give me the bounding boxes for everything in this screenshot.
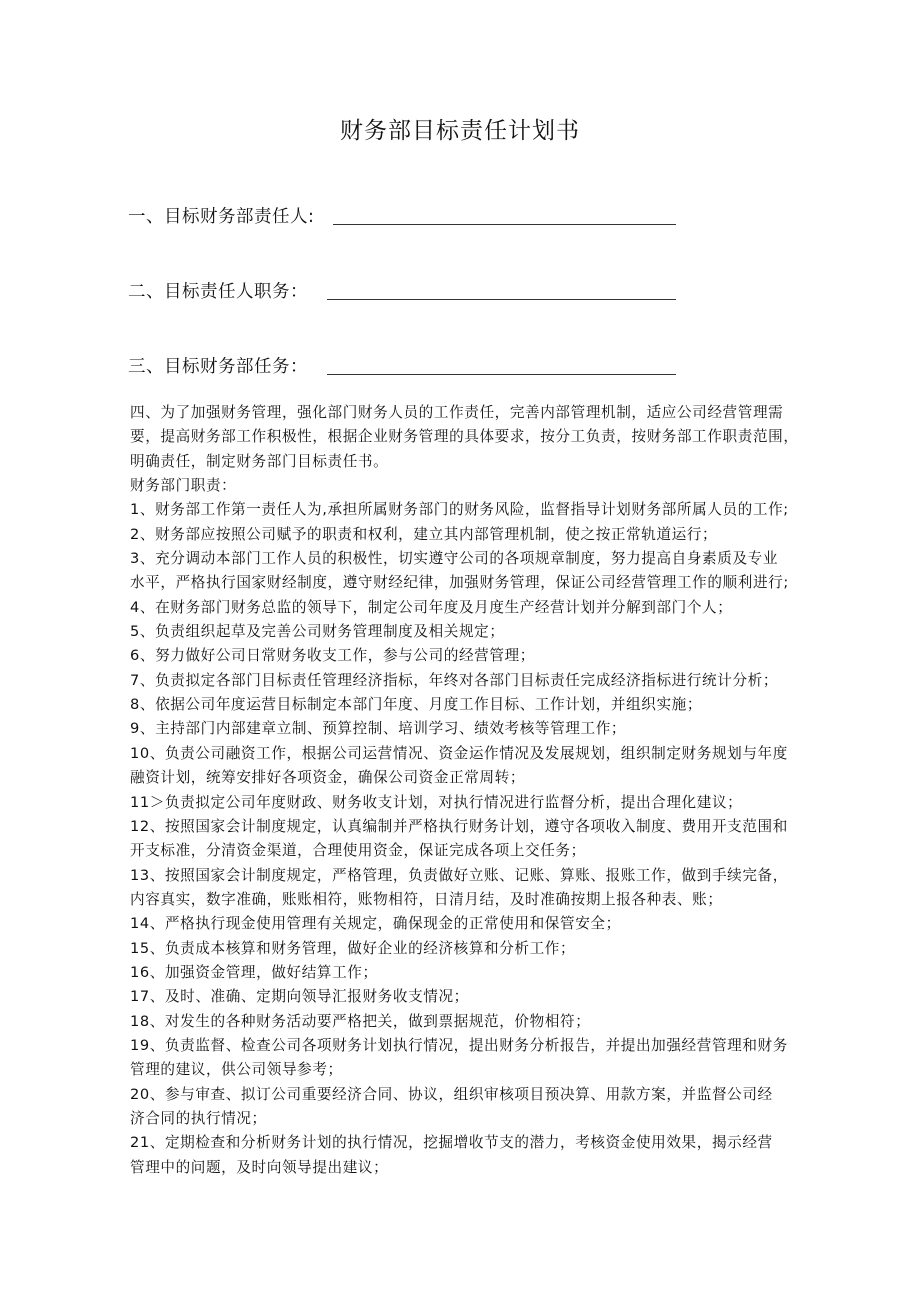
responsible-position-blank-line [327,299,676,300]
duty-item: 6、努力做好公司日常财务收支工作，参与公司的经营管理； [130,647,535,665]
duty-item-continuation: 济合同的执行情况； [130,1109,267,1127]
duty-item-continuation: 管理的建议，供公司领导参考； [130,1061,343,1079]
field-label: 二、目标责任人职务： [128,282,308,302]
duty-item: 5、负责组织起草及完善公司财务管理制度及相关规定； [130,623,505,641]
body-line: 明确责任，制定财务部门目标责任书。 [130,452,389,470]
duty-item-continuation: 开支标准，分清资金渠道，合理使用资金，保证完成各项上交任务； [130,842,586,860]
duty-item: 10、负责公司融资工作，根据公司运营情况、资金运作情况及发展规划，组织制定财务规划与年度 [130,744,788,762]
field-department-task [128,353,308,379]
duty-item: 14、严格执行现金使用管理有关规定，确保现金的正常使用和保管安全； [130,915,621,933]
duty-item: 15、负责成本核算和财务管理，做好企业的经济核算和分析工作； [130,939,576,957]
duty-item: 16、加强资金管理，做好结算工作； [130,963,378,981]
duty-item: 9、主持部门内部建章立制、预算控制、培训学习、绩效考核等管理工作； [130,720,627,738]
duty-item: 20、参与审查、拟订公司重要经济合同、协议，组织审核项目预决算、用款方案，并监督公司经 [130,1085,773,1103]
duty-item: 7、负责拟定各部门目标责任管理经济指标，年终对各部门目标责任完成经济指标进行统计分析； [130,671,779,689]
duty-item: 3、充分调动本部门工作人员的积极性，切实遵守公司的各项规章制度，努力提高自身素质及专业 [130,550,779,568]
duty-item: 13、按照国家会计制度规定，严格管理，负责做好立账、记账、算账、报账工作，做到手续完备， [130,866,788,884]
duty-item-continuation: 融资计划，统筹安排好各项资金，确保公司资金正常周转； [130,769,526,787]
field-label: 一、目标财务部责任人: [128,207,315,227]
field-responsible-person [128,203,314,229]
duty-item: 12、按照国家会计制度规定，认真编制并严格执行财务计划，遵守各项收入制度、费用开支范围和 [130,817,788,835]
duty-item: 4、在财务部门财务总监的领导下，制定公司年度及月度生产经营计划并分解到部门个人； [130,598,733,616]
duty-item: 8、依据公司年度运营目标制定本部门年度、月度工作目标、工作计划，并组织实施； [130,696,703,714]
duty-item: 2、财务部应按照公司赋予的职责和权利，建立其内部管理机制，使之按正常轨道运行； [130,525,718,543]
duty-item: 17、及时、准确、定期向领导汇报财务收支情况； [130,988,469,1006]
section-heading: 财务部门职责： [130,477,237,495]
field-responsible-position [128,278,308,304]
duty-item: 11＞负责拟定公司年度财政、财务收支计划，对执行情况进行监督分析，提出合理化建议； [130,793,743,811]
department-task-blank-line [327,374,676,375]
duty-item-continuation: 管理中的问题，及时向领导提出建议； [130,1158,389,1176]
responsible-person-blank-line [333,224,676,225]
body-line: 要，提高财务部工作积极性，根据企业财务管理的具体要求，按分工负责，按财务部工作职责范围， [130,428,799,446]
duty-item: 18、对发生的各种财务活动要严格把关，做到票据规范，价物相符； [130,1012,591,1030]
duty-item-continuation: 水平，严格执行国家财经制度，遵守财经纪律，加强财务管理，保证公司经营管理工作的顺利进行; [130,574,789,592]
document-title: 财务部目标责任计划书 [340,118,580,144]
body-line: 四、为了加强财务管理，强化部门财务人员的工作责任，完善内部管理机制，适应公司经营管理需 [130,404,784,421]
duty-item-continuation: 内容真实，数字准确，账账相符，账物相符，日清月结，及时准确按期上报各种表、账； [130,890,723,908]
duty-item: 1、财务部工作第一责任人为,承担所属财务部门的财务风险，监督指导计划财务部所属人员的工作; [130,501,789,519]
document-body [130,401,800,1180]
duty-item: 21、定期检查和分析财务计划的执行情况，挖掘增收节支的潜力，考核资金使用效果，揭示经营 [130,1134,773,1152]
field-label: 三、目标财务部任务： [128,357,308,377]
duty-item: 19、负责监督、检查公司各项财务计划执行情况，提出财务分析报告，并提出加强经营管理和财务 [130,1036,788,1054]
